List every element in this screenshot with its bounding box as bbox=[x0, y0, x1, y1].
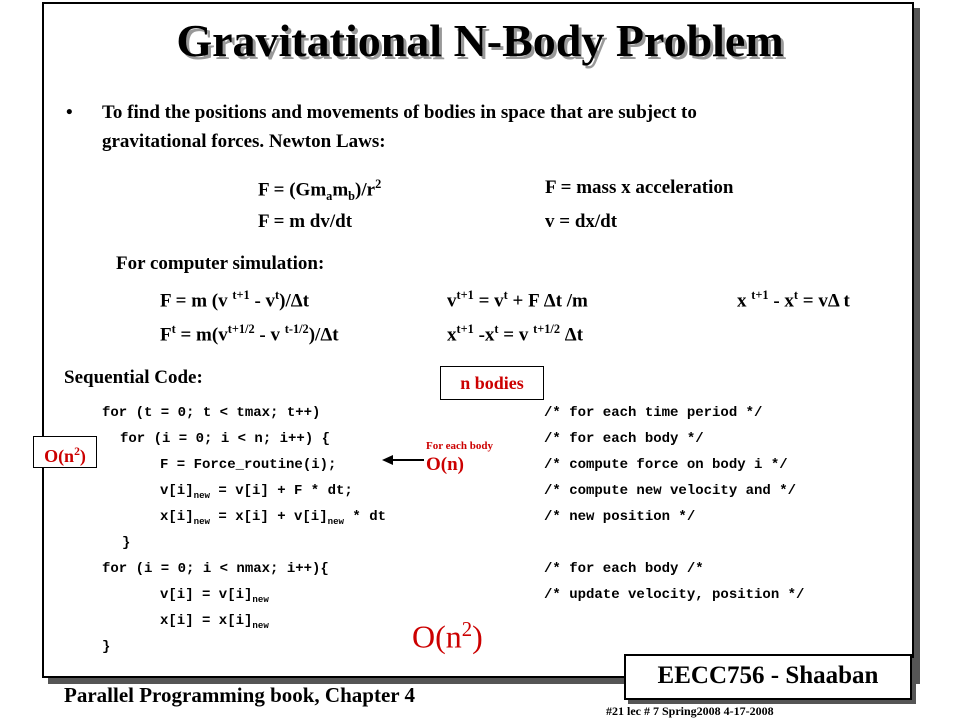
code-comment-update: /* update velocity, position */ bbox=[544, 587, 805, 603]
code-line-outer-loop: for (t = 0; t < tmax; t++) bbox=[102, 405, 321, 421]
code-line-position: $x[i]_{new} = x[i] + v[i]_{new}$ * dt bbox=[160, 509, 386, 527]
course-label: EECC756 - Shaaban bbox=[657, 662, 879, 689]
code-comment-each-body: /* for each body */ bbox=[544, 431, 704, 447]
code-comment-time-period: /* for each time period */ bbox=[544, 405, 763, 421]
code-line-close-inner: } bbox=[122, 535, 131, 551]
complexity-on2-large: $O(n^2)$ bbox=[412, 618, 483, 655]
eq-gravity: $F = (Gm_am_b)/r^2$ bbox=[258, 177, 382, 204]
slide-info: #21 lec # 7 Spring2008 4-17-2008 bbox=[606, 704, 774, 718]
code-line-update-position: $x[i] = x[i]_{new}$ bbox=[160, 613, 269, 631]
bullet-marker: • bbox=[66, 102, 73, 123]
code-line-velocity: $v[i]_{new} = v[i] + F$ * dt; bbox=[160, 483, 353, 501]
code-line-force: F = Force_routine(i); bbox=[160, 457, 337, 473]
code-line-close-outer: } bbox=[102, 639, 111, 655]
code-line-inner-loop: for (i = 0; i < n; i++) { bbox=[120, 431, 331, 447]
code-comment-update-body: /* for each body /* bbox=[544, 561, 704, 577]
code-comment-force: /* compute force on body i */ bbox=[544, 457, 788, 473]
eq-force-dv-dt: F = m dv/dt bbox=[258, 211, 353, 232]
code-line-update-velocity: $v[i] = v[i]_{new}$ bbox=[160, 587, 269, 605]
complexity-on2-callout: $O(n^2)$ bbox=[33, 436, 97, 468]
footer-book-reference: Parallel Programming book, Chapter 4 bbox=[64, 683, 415, 707]
for-each-body-note: For each body bbox=[426, 440, 494, 452]
sim-eq-position: x $^{t+1} - x^t = v\Delta$ t bbox=[737, 288, 850, 312]
code-line-update-loop: for (i = 0; i < nmax; i++){ bbox=[102, 561, 329, 577]
arrow-left-icon bbox=[380, 452, 426, 468]
complexity-on-label: O(n) bbox=[426, 454, 464, 475]
bullet-line-2: gravitational forces. Newton Laws: bbox=[102, 131, 386, 152]
course-label-box bbox=[624, 654, 912, 700]
n-bodies-callout: n bodies bbox=[440, 366, 544, 400]
slide-title: Gravitational N-Body Problem bbox=[176, 15, 784, 66]
sequential-code-heading: Sequential Code: bbox=[64, 367, 203, 388]
sim-eq-force-2: $F^t = m(v^{t+1/2} - v$ $^{t-1/2}$)/Δt bbox=[160, 322, 339, 346]
sim-eq-force-1: F = m (v $^{t+1} - v^t)/\Delta t$ bbox=[160, 288, 310, 312]
simulation-heading: For computer simulation: bbox=[116, 253, 325, 274]
code-comment-position: /* new position */ bbox=[544, 509, 696, 525]
code-comment-velocity: /* compute new velocity and */ bbox=[544, 483, 797, 499]
eq-newton-second-law: F = mass x acceleration bbox=[545, 177, 734, 198]
eq-velocity-dx-dt: v = dx/dt bbox=[545, 211, 618, 232]
sim-eq-position-2: $x^{t+1}$ $-x^t = v$ $^{t+1/2}$ Δt bbox=[447, 322, 584, 346]
sim-eq-velocity: $v^{t+1} = v^t + F$ Δt /m bbox=[447, 288, 588, 312]
bullet-line-1: To find the positions and movements of bodies in space that are subject to bbox=[102, 102, 697, 123]
